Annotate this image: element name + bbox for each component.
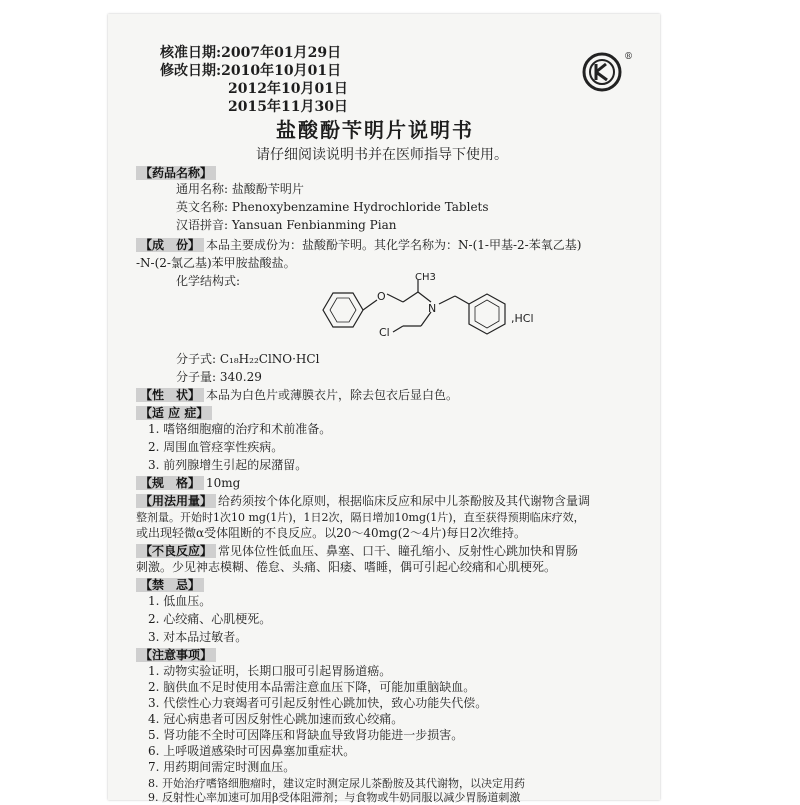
formula-row: 分子式: C₁₈H₂₂ClNO·HCl: [176, 352, 320, 366]
pinyin-row: 汉语拼音: Yansuan Fenbianming Pian: [176, 218, 397, 232]
character-row: 【性 状】 本品为白色片或薄膜衣片，除去包衣后显白色。: [136, 388, 458, 403]
precaution-item: 3. 代偿性心力衰竭者可引起反射性心跳加快，致心功能失代偿。: [148, 696, 488, 710]
contraindication-item: 3. 对本品过敏者。: [148, 630, 248, 644]
section-precautions: 【注意事项】: [136, 648, 218, 663]
precaution-item: 5. 肾功能不全时可因降压和肾缺血导致肾功能进一步损害。: [148, 728, 464, 742]
indication-item: 2. 周围血管痉挛性疾病。: [148, 440, 284, 454]
struct-hcl-label: ,HCl: [511, 312, 534, 325]
revision-date-2: 2012年10月01日: [228, 81, 348, 97]
section-indications: 【适 应 症】: [136, 406, 214, 421]
document-subtitle: 请仔细阅读说明书并在医师指导下使用。: [256, 147, 508, 163]
english-name-row: 英文名称: Phenoxybenzamine Hydrochloride Tablets: [176, 200, 489, 214]
structure-label: 化学结构式:: [176, 274, 241, 288]
dosage-line-2: 整剂量。开始时1次10 mg(1片)，1日2次，隔日增加10mg(1片)，直至获得预期临床疗效，: [136, 511, 585, 524]
struct-o-label: O: [377, 290, 386, 303]
chemical-structure-diagram: [303, 270, 563, 350]
precaution-item: 9. 反射性心率加速可加用β受体阻滞剂；与食物或牛奶同服以减少胃肠道刺激: [148, 791, 521, 804]
section-drug-name: 【药品名称】: [136, 166, 218, 181]
struct-n-label: N: [428, 302, 437, 315]
contraindication-item: 1. 低血压。: [148, 594, 212, 608]
specification-row: 【规 格】 10mg: [136, 476, 240, 491]
revision-date-3: 2015年11月30日: [228, 99, 348, 115]
struct-ch3-label: CH3: [415, 272, 436, 283]
registered-mark: ®: [624, 52, 633, 62]
dosage-line-1: 【用法用量】 给药须按个体化原则，根据临床反应和尿中儿茶酚胺及其代谢物含量调: [136, 494, 590, 509]
indication-item: 3. 前列腺增生引起的尿潴留。: [148, 458, 308, 472]
section-contraindications: 【禁 忌】: [136, 578, 206, 593]
precaution-item: 6. 上呼吸道感染时可因鼻塞加重症状。: [148, 744, 356, 758]
precaution-item: 8. 开始治疗嗜铬细胞瘤时，建议定时测定尿儿茶酚胺及其代谢物，以决定用药: [148, 777, 525, 790]
leaflet-page: [108, 14, 660, 804]
precaution-item: 7. 用药期间需定时测血压。: [148, 760, 296, 774]
revision-date-row: 修改日期:2010年10月01日: [160, 63, 342, 79]
adverse-line-2: 刺激。少见神志模糊、倦怠、头痛、阳痿、嗜睡，偶可引起心绞痛和心肌梗死。: [136, 560, 557, 574]
composition-line-1: 【成 份】 本品主要成份为：盐酸酚苄明。其化学名称为：N-(1-甲基-2-苯氧乙基): [136, 238, 581, 253]
document-title: 盐酸酚苄明片说明书: [276, 118, 474, 142]
company-logo-icon: [582, 52, 622, 92]
approval-date-row: 核准日期:2007年01月29日: [160, 45, 342, 61]
generic-name-row: 通用名称: 盐酸酚苄明片: [176, 182, 304, 196]
precaution-item: 1. 动物实验证明，长期口服可引起胃肠道癌。: [148, 664, 392, 678]
indication-item: 1. 嗜铬细胞瘤的治疗和术前准备。: [148, 422, 332, 436]
contraindication-item: 2. 心绞痛、心肌梗死。: [148, 612, 272, 626]
dosage-line-3: 或出现轻微α受体阻断的不良反应。以20～40mg(2～4片)每日2次维持。: [136, 526, 526, 540]
precaution-item: 4. 冠心病患者可因反射性心跳加速而致心绞痛。: [148, 712, 404, 726]
precaution-item: 2. 脑供血不足时使用本品需注意血压下降，可能加重脑缺血。: [148, 680, 476, 694]
adverse-line-1: 【不良反应】 常见体位性低血压、鼻塞、口干、瞳孔缩小、反射性心跳加快和胃肠: [136, 544, 578, 559]
composition-line-2: -N-(2-氯乙基)苯甲胺盐酸盐。: [136, 256, 296, 270]
struct-cl-label: Cl: [379, 326, 390, 339]
weight-row: 分子量: 340.29: [176, 370, 262, 384]
